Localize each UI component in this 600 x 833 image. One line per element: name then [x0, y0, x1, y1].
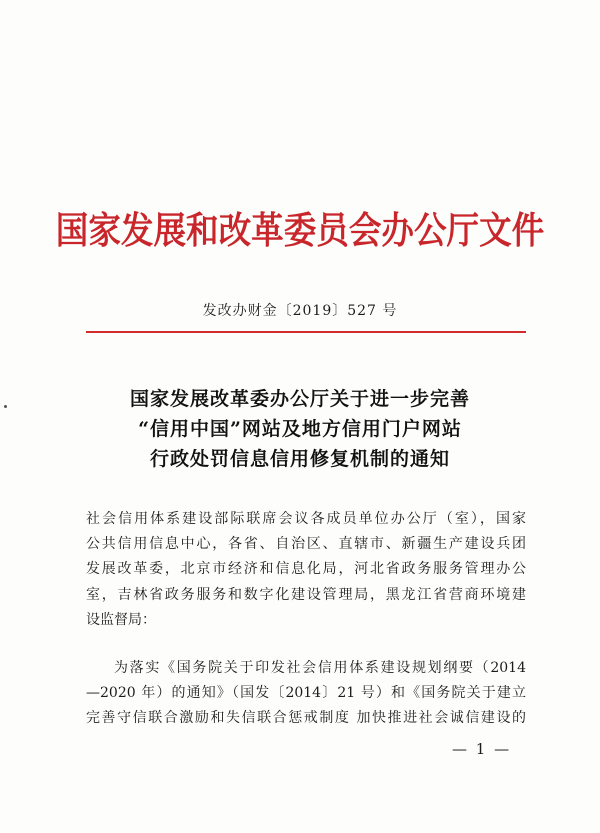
addressee-line: 室，吉林省政务服务和数字化建设管理局，黑龙江省营商环境建 — [86, 586, 526, 603]
addressee-line: 发展改革委，北京市经济和信息化局，河北省政务服务管理办公 — [86, 561, 526, 578]
addressee-line: 公共信用信息中心，各省、自治区、直辖市、新疆生产建设兵团 — [86, 536, 526, 553]
issuing-office-header: 国家发展和改革委员会办公厅文件 — [55, 208, 545, 252]
addressee-block — [86, 507, 526, 633]
paragraph-line: —2020 年）的通知》（国发〔2014〕21 号）和《国务院关于建立 — [86, 685, 526, 702]
addressee-line: 设监督局： — [86, 611, 156, 628]
page-number: — 1 — — [452, 740, 512, 758]
notice-title — [0, 384, 600, 474]
document-number: 发改办财金〔2019〕527 号 — [202, 303, 398, 319]
paragraph-line: 完善守信联合激励和失信联合惩戒制度 加快推进社会诚信建设的 — [86, 710, 526, 727]
red-separator-line — [86, 331, 526, 333]
title-line: “信用中国”网站及地方信用门户网站 — [138, 418, 462, 440]
title-line: 行政处罚信息信用修复机制的通知 — [149, 448, 450, 470]
title-line: 国家发展改革委办公厅关于进一步完善 — [129, 388, 470, 410]
addressee-line: 社会信用体系建设部际联席会议各成员单位办公厅（室），国家 — [86, 511, 526, 527]
body-paragraph — [86, 656, 526, 732]
paragraph-line: 为落实《国务院关于印发社会信用体系建设规划纲要（2014 — [114, 660, 526, 676]
